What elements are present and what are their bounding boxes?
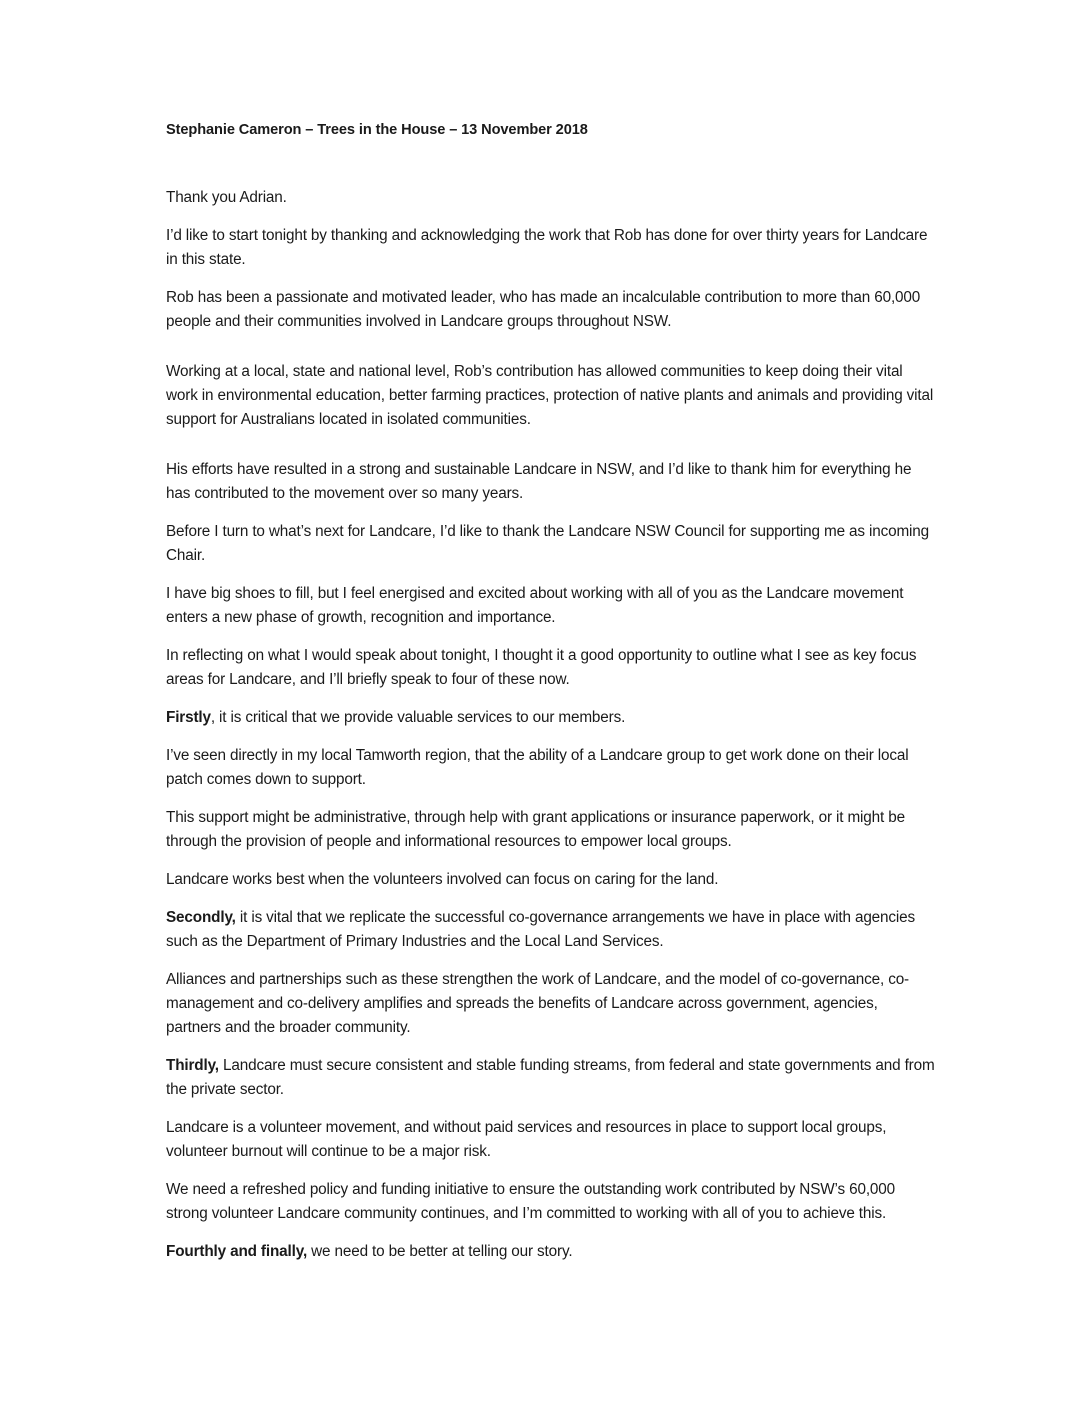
paragraph-text: Rob has been a passionate and motivated leader, who has made an incalculable contribution to more than 60,000 people and their communities involved in Landcare groups throughout NSW. [166,289,921,330]
paragraph-text: I’ve seen directly in my local Tamworth region, that the ability of a Landcare group to get work done on their local patch comes down to support. [166,747,909,788]
paragraph-9 [166,706,936,730]
paragraph-10 [166,744,936,792]
paragraph-2 [166,224,936,272]
paragraph-text: it is vital that we replicate the successful co-governance arrangements we have in place with agencies such as the Department of Primary Industries and the Local Land Services. [166,909,916,950]
paragraph-text: Landcare is a volunteer movement, and without paid services and resources in place to support local groups, volunteer burnout will continue to be a major risk. [166,1119,887,1160]
document-title: Stephanie Cameron – Trees in the House – 13 November 2018 [166,122,588,138]
document-page [166,118,936,1278]
paragraph-lead: Firstly [166,709,211,726]
paragraph-lead: Fourthly and finally, [166,1243,308,1260]
paragraph-6 [166,520,936,568]
paragraph-lead: Secondly, [166,909,236,926]
paragraph-text: Before I turn to what’s next for Landcare, I’d like to thank the Landcare NSW Council for supporting me as incoming Chair. [166,523,930,564]
paragraph-text: His efforts have resulted in a strong and sustainable Landcare in NSW, and I’d like to thank him for everything he has contributed to the movement over so many years. [166,461,912,502]
paragraph-text: We need a refreshed policy and funding initiative to ensure the outstanding work contributed by NSW’s 60,000 strong volunteer Landcare community continues, and I’m committed to working with all of you to achieve this. [166,1181,895,1222]
paragraph-text: Alliances and partnerships such as these strengthen the work of Landcare, and the model of co-governance, co-management and co-delivery amplifies and spreads the benefits of Landcare across government, agencies, partners and the broader community. [166,971,909,1036]
paragraph-11 [166,806,936,854]
paragraph-1 [166,186,936,210]
paragraph-text: Thank you Adrian. [166,189,287,206]
paragraph-15 [166,1054,936,1102]
paragraph-text: Landcare must secure consistent and stable funding streams, from federal and state governments and from the private sector. [166,1057,935,1098]
paragraph-12 [166,868,936,892]
paragraph-3 [166,286,936,334]
paragraph-text: In reflecting on what I would speak about tonight, I thought it a good opportunity to outline what I see as key focus areas for Landcare, and I’ll briefly speak to four of these now. [166,647,917,688]
paragraph-text: , it is critical that we provide valuable services to our members. [210,709,626,726]
paragraph-7 [166,582,936,630]
paragraph-text: Landcare works best when the volunteers involved can focus on caring for the land. [166,871,719,888]
paragraph-text: This support might be administrative, through help with grant applications or insurance paperwork, or it might be through the provision of people and informational resources to empower local groups. [166,809,905,850]
paragraph-text: Working at a local, state and national level, Rob’s contribution has allowed communities to keep doing their vital work in environmental education, better farming practices, protection of native plants and animals and providing vital support for Australians located in isolated communities. [166,363,934,428]
paragraph-18 [166,1240,936,1264]
paragraph-text: we need to be better at telling our story. [307,1243,573,1260]
paragraph-13 [166,906,936,954]
paragraph-14 [166,968,936,1040]
paragraph-17 [166,1178,936,1226]
paragraph-16 [166,1116,936,1164]
paragraph-text: I’d like to start tonight by thanking and acknowledging the work that Rob has done for over thirty years for Landcare in this state. [166,227,928,268]
paragraph-8 [166,644,936,692]
paragraph-4 [166,360,936,432]
paragraph-5 [166,458,936,506]
paragraph-text: I have big shoes to fill, but I feel energised and excited about working with all of you as the Landcare movement enters a new phase of growth, recognition and importance. [166,585,904,626]
paragraph-lead: Thirdly, [166,1057,219,1074]
